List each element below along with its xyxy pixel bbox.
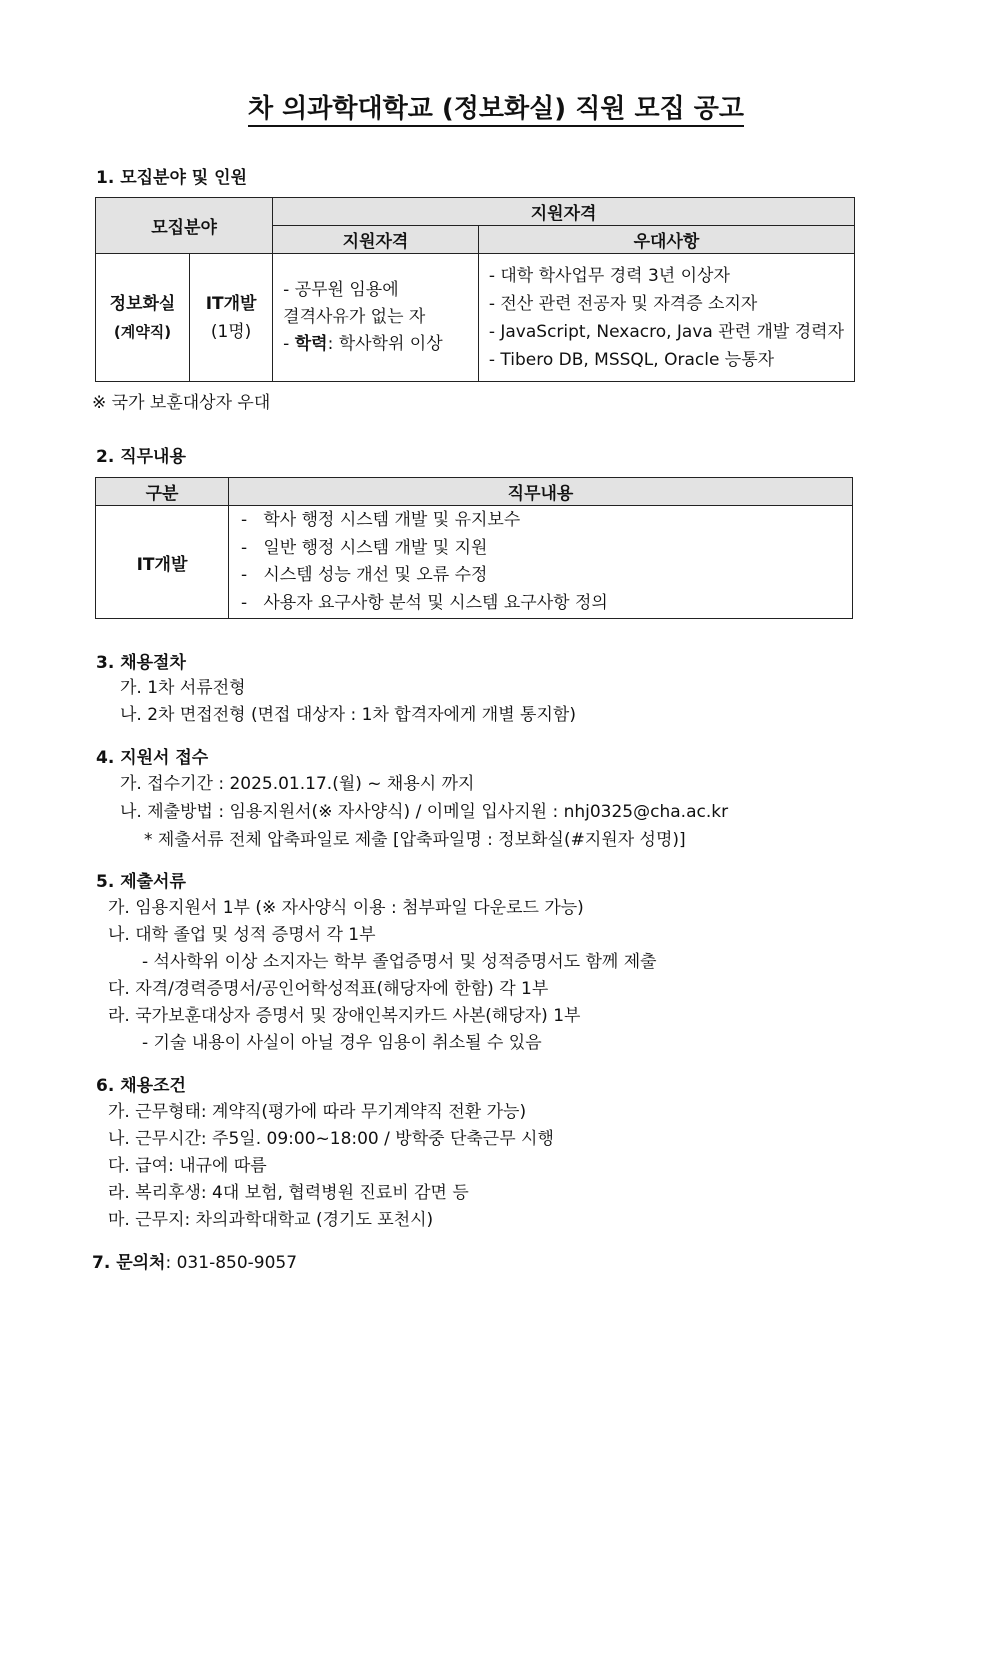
doc-item: 나. 대학 졸업 및 성적 증명서 각 1부	[108, 925, 376, 945]
procedure-item: 가. 1차 서류전형	[120, 678, 246, 698]
pref-item: - JavaScript, Nexacro, Java 관련 개발 경력자	[488, 321, 844, 342]
th-category: 구분	[96, 478, 229, 506]
doc-subitem: - 석사학위 이상 소지자는 학부 졸업증명서 및 성적증명서도 함께 제출	[142, 952, 657, 972]
apply-method: 나. 제출방법 : 임용지원서(※ 자사양식) / 이메일 입사지원 : nhj0325@cha.ac.kr	[120, 802, 729, 822]
section-6-heading: 6. 채용조건	[96, 1076, 186, 1096]
recruitment-table	[95, 197, 855, 382]
condition-item: 마. 근무지: 차의과학대학교 (경기도 포천시)	[108, 1210, 434, 1230]
section-5-heading: 5. 제출서류	[96, 872, 186, 892]
pref-cell	[478, 254, 854, 382]
th-qual: 지원자격	[273, 226, 479, 254]
field-cell	[96, 254, 273, 382]
doc-subitem: - 기술 내용이 사실이 아닐 경우 임용이 취소될 수 있음	[142, 1033, 542, 1053]
doc-item: 다. 자격/경력증명서/공인어학성적표(해당자에 한함) 각 1부	[108, 979, 549, 999]
th-pref: 우대사항	[478, 226, 854, 254]
duties-table	[95, 477, 853, 619]
procedure-item: 나. 2차 면접전형 (면접 대상자 : 1차 합격자에게 개별 통지함)	[120, 705, 576, 725]
section-2-heading: 2. 직무내용	[96, 447, 186, 467]
duty-item: - 사용자 요구사항 분석 및 시스템 요구사항 정의	[241, 592, 608, 613]
qual-cell: - 공무원 임용에 결격사유가 없는 자 - 학력: 학사학위 이상	[273, 254, 479, 382]
role-count: (1명)	[210, 321, 252, 342]
section-3-heading: 3. 채용절차	[96, 653, 186, 673]
page-title: 차 의과학대학교 (정보화실) 직원 모집 공고	[0, 88, 992, 125]
contact-phone: : 031-850-9057	[165, 1253, 298, 1273]
th-job: 직무내용	[229, 478, 853, 506]
apply-period: 가. 접수기간 : 2025.01.17.(월) ~ 채용시 까지	[120, 774, 475, 794]
duty-role: IT개발	[96, 506, 229, 619]
duty-item: - 학사 행정 시스템 개발 및 유지보수	[241, 510, 521, 530]
condition-item: 라. 복리후생: 4대 보험, 협력병원 진료비 감면 등	[108, 1183, 469, 1203]
dept-type: (계약직)	[113, 322, 172, 341]
duties-cell	[229, 506, 853, 619]
section-1-heading: 1. 모집분야 및 인원	[96, 168, 247, 188]
role-name: IT개발	[205, 293, 257, 314]
pref-item: - 전산 관련 전공자 및 자격증 소지자	[488, 293, 758, 314]
duty-item: - 시스템 성능 개선 및 오류 수정	[241, 565, 488, 585]
duty-item: - 일반 행정 시스템 개발 및 지원	[241, 537, 488, 558]
condition-item: 가. 근무형태: 계약직(평가에 따라 무기계약직 전환 가능)	[108, 1102, 527, 1122]
section-4-heading: 4. 지원서 접수	[96, 748, 209, 768]
th-field: 모집분야	[96, 198, 273, 254]
contact-line	[92, 1248, 297, 1273]
pref-item: - 대학 학사업무 경력 3년 이상자	[488, 265, 730, 286]
section-7-heading: 7. 문의처	[92, 1253, 166, 1273]
th-qual-group: 지원자격	[273, 198, 855, 226]
doc-item: 가. 임용지원서 1부 (※ 자사양식 이용 : 첨부파일 다운로드 가능)	[108, 898, 584, 918]
veteran-note: ※ 국가 보훈대상자 우대	[92, 393, 271, 413]
dept-name: 정보화실	[109, 293, 176, 314]
apply-note: * 제출서류 전체 압축파일로 제출 [압축파일명 : 정보화실(#지원자 성명)]	[144, 830, 686, 850]
condition-item: 다. 급여: 내규에 따름	[108, 1156, 267, 1176]
pref-item: - Tibero DB, MSSQL, Oracle 능통자	[488, 349, 775, 370]
condition-item: 나. 근무시간: 주5일. 09:00~18:00 / 방학중 단축근무 시행	[108, 1129, 554, 1149]
doc-item: 라. 국가보훈대상자 증명서 및 장애인복지카드 사본(해당자) 1부	[108, 1006, 581, 1026]
